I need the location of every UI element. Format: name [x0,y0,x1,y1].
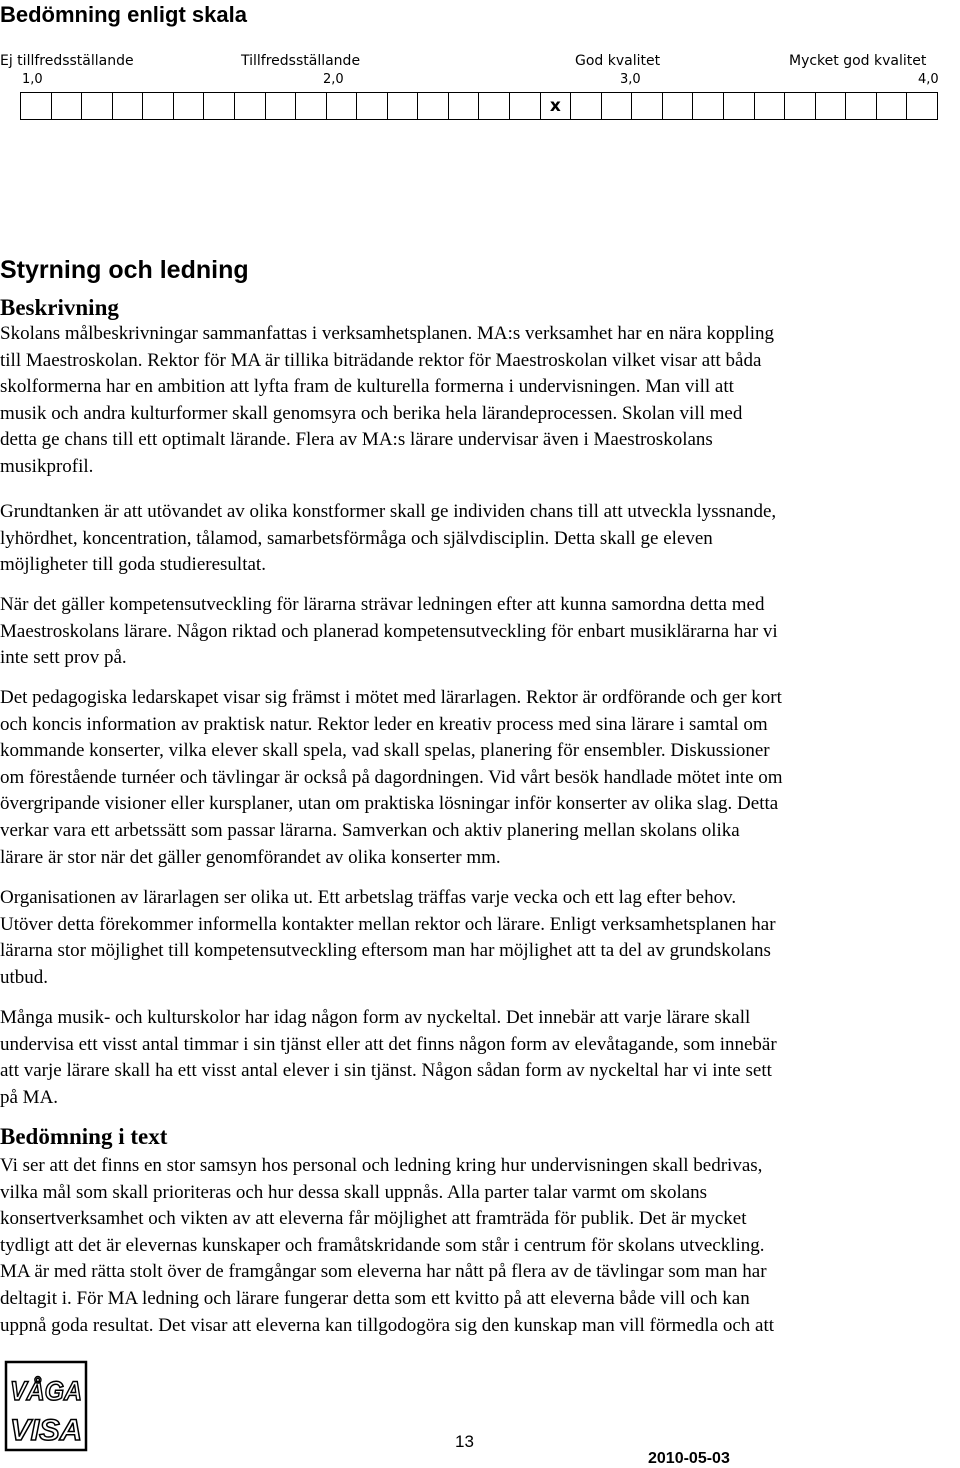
scale-cell [755,93,786,119]
scale-cell [785,93,816,119]
text-line: och koncis information av praktisk natur. Rektor leder en kreativ process med sina lärare i samtal om [0,713,768,735]
text-line: Många musik- och kulturskolor har idag någon form av nyckeltal. Det innebär att varje lärare skall [0,1007,751,1028]
scale-value-2: 2,0 [323,72,344,87]
logo-word-1: VÅGA [10,1376,88,1406]
text-line: detta ge chans till ett optimalt lärande. Flera av MA:s lärare undervisar även i Maestroskolans [0,429,713,451]
scale-value-3: 3,0 [620,72,641,87]
scale-cell [479,93,510,119]
text-line: övergripande visioner eller kursplaner, utan om praktiska lösningar inför konserter av olika slag. Detta [0,793,779,815]
scale-cell [663,93,694,119]
scale-cell [113,93,144,119]
scale-cell [510,93,541,119]
scale-cell [877,93,908,119]
text-line: musik och andra kulturformer skall genomsyra och berika hela lärandeprocessen. Skolan vill med [0,402,743,424]
text-line: om förestående turnéer och tävlingar är också på dagordningen. Vid vårt besök handlade mötet inte om [0,766,783,788]
text-line: Utöver detta förekommer informella kontakter mellan rektor och lärare. Enligt verksamhetsplanen har [0,913,776,935]
scale-cell [816,93,847,119]
paragraph-ledarskap [0,685,960,871]
scale-cell [266,93,297,119]
scale-cell [632,93,663,119]
scale-cell [235,93,266,119]
text-line: Grundtanken är att utövandet av olika konstformer skall ge individen chans till att utveckla lyssnande, [0,501,777,522]
text-line: lärarna stor möjlighet till kompetensutveckling eftersom man har möjlighet att ta del av grundskolans [0,940,771,962]
scale-cell [418,93,449,119]
assessment-paragraph [0,1153,960,1339]
text-line: lärare är stor när det gäller genomförandet av olika konserter mm. [0,846,501,868]
scale-cell [296,93,327,119]
rating-scale-grid [20,92,938,120]
level-label-2: Tillfredsställande [241,53,361,69]
text-line: verkar vara ett arbetssätt som passar lärarna. Samverkan och aktiv planering mellan skolans olika [0,819,740,841]
text-line: inte sett prov på. [0,647,127,669]
scale-cell [602,93,633,119]
text-line: konsertverksamhet och vikten av att eleverna får möjlighet att framträda för publik. Det är mycket [0,1208,747,1230]
scale-cell [143,93,174,119]
scale-cell [724,93,755,119]
paragraph-grundtanken [0,499,960,579]
logo-word-2: VISA [10,1414,82,1447]
text-line: till Maestroskolan. Rektor för MA är tillika biträdande rektor för Maestroskolan vilket visar att båda [0,349,762,371]
scale-cell [52,93,83,119]
paragraph-organisation [0,885,960,991]
logo-graphic [4,1360,88,1452]
description-heading: Beskrivning [0,295,119,320]
text-line: deltagit i. För MA ledning och lärare fungerar detta som ett kvitto på att eleverna både vill och kan [0,1287,750,1309]
text-line: kommande konserter, vilka elever skall spela, vad skall spelas, planering för ensembler. Diskussioner [0,740,770,762]
vaga-visa-logo [4,1360,88,1452]
text-line: tydligt att det är elevernas kunskaper och framåtskridande som står i centrum för skolans utveckling. [0,1234,765,1256]
scale-cell [388,93,419,119]
scale-cell [541,93,572,119]
text-line: När det gäller kompetensutveckling för lärarna strävar ledningen efter att kunna samordna detta med [0,594,765,615]
text-line: uppnå goda resultat. Det visar att eleverna kan tillgodogöra sig den kunskap man vill förmedla och att [0,1314,775,1336]
scale-cell [327,93,358,119]
text-line: undervisa ett visst antal timmar i sin tjänst eller att det finns någon form av elevåtagande, som innebär [0,1033,777,1055]
text-line: att varje lärare skall ha ett visst antal elever i sin tjänst. Någon sådan form av nyckeltal har vi inte sett [0,1060,772,1082]
text-line: musikprofil. [0,455,94,477]
scale-cell [449,93,480,119]
text-line: Maestroskolans lärare. Någon riktad och planerad kompetensutveckling för enbart musiklärarna har vi [0,620,778,642]
text-line: utbud. [0,966,49,988]
scale-cell [204,93,235,119]
paragraph-kompetensutveckling [0,592,960,672]
level-label-3: God kvalitet [575,53,661,69]
text-line: på MA. [0,1086,59,1108]
scale-cell [174,93,205,119]
page-number: 13 [455,1432,474,1451]
text-line: lyhördhet, koncentration, tålamod, samarbetsförmåga och självdisciplin. Detta skall ge eleven [0,527,713,549]
scale-value-4: 4,0 [918,72,939,87]
text-line: Skolans målbeskrivningar sammanfattas i verksamhetsplanen. MA:s verksamhet har en nära koppling [0,323,775,344]
scale-mark: x [549,96,561,116]
paragraph-nyckeltal [0,1005,960,1111]
scale-cell [693,93,724,119]
scale-cell [82,93,113,119]
scale-cell [21,93,52,119]
text-line: Vi ser att det finns en stor samsyn hos personal och ledning kring hur undervisningen skall bedrivas, [0,1155,763,1176]
level-label-1: Ej tillfredsställande [0,53,134,69]
scale-cell [907,93,937,119]
text-line: möjligheter till goda studieresultat. [0,554,266,576]
scale-value-1: 1,0 [22,72,43,87]
footer-date: 2010-05-03 [648,1450,730,1467]
text-line: skolformerna har en ambition att lyfta fram de kulturella formerna i undervisningen. Man vill att [0,376,734,398]
scale-title: Bedömning enligt skala [0,2,247,27]
level-label-4: Mycket god kvalitet [789,53,927,69]
assessment-heading: Bedömning i text [0,1124,168,1149]
scale-cell [357,93,388,119]
intro-paragraph [0,321,960,481]
text-line: Det pedagogiska ledarskapet visar sig främst i mötet med lärarlagen. Rektor är ordförande och ger kort [0,687,782,708]
text-line: vilka mål som skall prioriteras och hur dessa skall uppnås. Alla parter talar varmt om skolans [0,1181,708,1203]
section-title: Styrning och ledning [0,256,249,284]
text-line: MA är med rätta stolt över de framgångar som eleverna har nått på flera av de tävlingar som man har [0,1261,767,1283]
text-line: Organisationen av lärarlagen ser olika ut. Ett arbetslag träffas varje vecka och ett lag efter behov. [0,887,737,908]
scale-cell [846,93,877,119]
scale-cell [571,93,602,119]
